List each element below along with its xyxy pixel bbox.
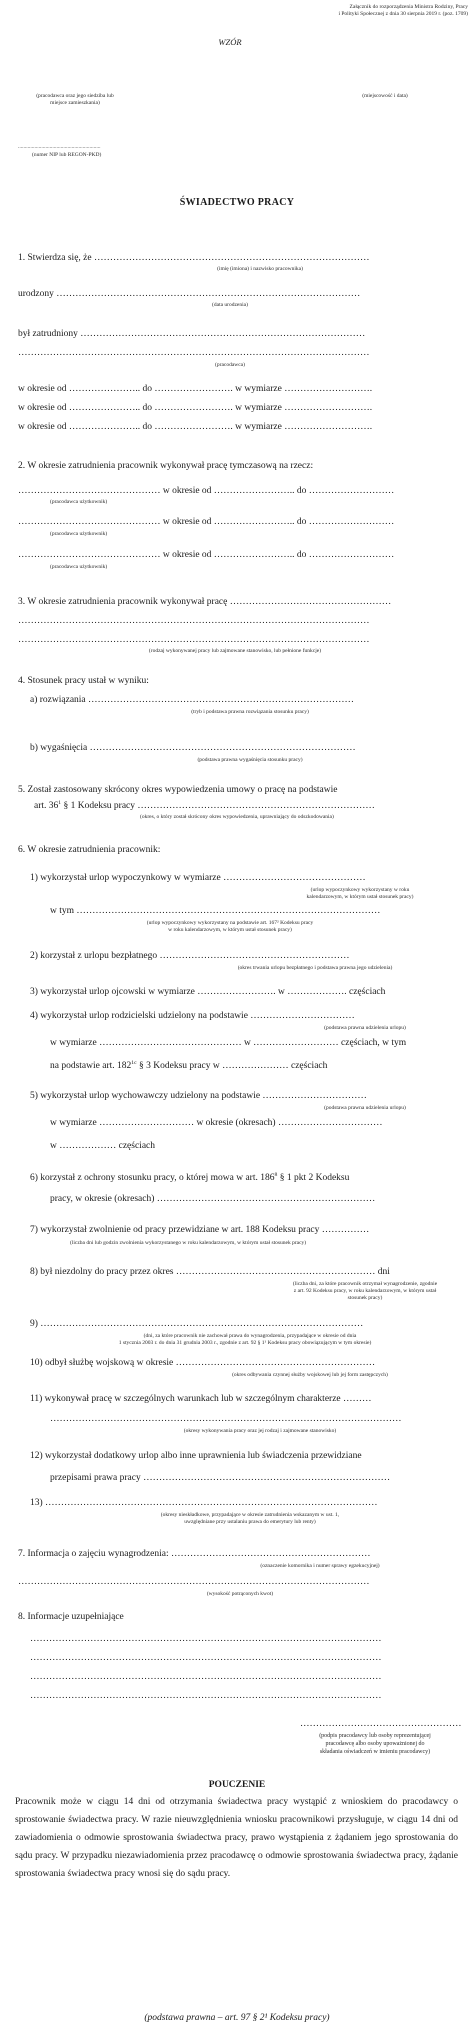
s5-caption: (okres, o który został skrócony okres wypowiedzenia, uprawniający do odszkodowania) <box>140 814 334 820</box>
instruction-legal-basis: (podstawa prawna – art. 97 § 2¹ Kodeksu pracy) <box>144 2013 330 2023</box>
s6-item11-line: 11) wykonywał pracę w szczególnych warunkach lub w szczególnym charakterze ……… <box>30 1394 372 1404</box>
s6-item4-line-3: na podstawie art. $182^{1c}$ § 3 Kodeksu pracy w ………………… częściach <box>50 1059 328 1071</box>
s6-item1-line: 1) wykorzystał urlop wypoczynkowy w wymiarze ……………………………………… <box>30 873 366 883</box>
s6-item5-line-3: w ……………… częściach <box>50 1141 155 1151</box>
document-title: ŚWIADECTWO PRACY <box>179 197 295 208</box>
s1-employed-line: był zatrudniony ……………………………………………………………………………… <box>18 329 366 339</box>
s7-amount-caption: (wysokość potrąconych kwot) <box>206 1591 274 1597</box>
s2-user-caption-2: (pracodawca użytkownik) <box>50 531 108 537</box>
s6-item8-caption-1: (liczba dni, za które pracownik otrzymał wynagrodzenie, zgodnie <box>292 1281 438 1287</box>
s5-line-1: 5. Został zastosowany skrócony okres wypowiedzenia umowy o pracę na podstawie <box>18 785 338 795</box>
s2-row-1: ……………………………………… w okresie od …………………….. do ……………………… <box>18 486 395 496</box>
s6-item4-caption: (podstawa prawna udzielenia urlopu) <box>324 1025 406 1031</box>
signature-dots: …………………………………………… <box>300 1719 462 1729</box>
s6-item8-caption-2: z art. 92 Kodeksu pracy, w roku kalendarzowym, w którym ustał <box>293 1288 437 1294</box>
s6-item1-caption-1: (urlop wypoczynkowy wykorzystany w roku <box>310 887 410 893</box>
s6-item11-caption: (okresy wykonywania pracy oraz jej rodzaj i zajmowane stanowisko) <box>183 1428 337 1434</box>
s2-heading: 2. W okresie zatrudnienia pracownik wykonywał pracę tymczasową na rzecz: <box>18 461 314 471</box>
s2-user-caption-3: (pracodawca użytkownik) <box>50 564 108 570</box>
s6-item4-line-1: 4) wykorzystał urlop rodzicielski udzielony na podstawie …………………………… <box>30 1011 355 1021</box>
appendix-note-line1: Załącznik do rozporządzenia Ministra Rodziny, Pracy <box>349 4 468 10</box>
signature-caption-1: (podpis pracodawcy lub osoby reprezentującej <box>319 1733 431 1739</box>
employer-caption-line1: (pracodawca oraz jego siedziba lub <box>36 93 114 99</box>
place-date-caption: (miejscowość i data) <box>362 93 408 99</box>
nip-dots: ............................................................ <box>18 144 101 150</box>
s6-item8-caption-3: stosunek pracy) <box>347 1295 383 1301</box>
s6-item8-line: 8) był niezdolny do pracy przez okres ……………………………………………………… dni <box>30 1267 390 1277</box>
s6-item7-caption: (liczba dni lub godzin zwolnienia wykorzystanego w roku kalendarzowym, w którym ustał stosunek pracy) <box>70 1240 307 1246</box>
s6-item1-caption-2: kalendarzowym, w którym ustał stosunek pracy) <box>306 894 414 900</box>
s1-employed-cont: ………………………………………………………………………………………………… <box>18 348 370 358</box>
s6-item10-caption: (okres odbywania czynnej służby wojskowej lub jej form zastępczych) <box>232 1372 388 1378</box>
s7-amount-line: ………………………………………………………………………………………………… <box>18 1577 370 1587</box>
s3-work-line-2: ………………………………………………………………………………………………… <box>18 616 370 626</box>
s1-name-caption: (imię (imiona) i nazwisko pracownika) <box>217 266 303 272</box>
s6-item11-line-2: ………………………………………………………………………………………………… <box>50 1414 402 1424</box>
s6-item10-line: 10) odbył służbę wojskową w okresie ……………………………………………………… <box>30 1358 376 1368</box>
s2-row-3: ……………………………………… w okresie od …………………….. do ……………………… <box>18 550 395 560</box>
s1-born-caption: (data urodzenia) <box>212 302 248 308</box>
s6-item5-caption: (podstawa prawna udzielenia urlopu) <box>324 1105 406 1111</box>
appendix-note-line2: i Polityki Społecznej z dnia 30 sierpnia 2019 r. (poz. 1709) <box>338 11 468 17</box>
s6-item12-line-1: 12) wykorzystał dodatkowy urlop albo inne uprawnienia lub świadczenia przewidziane <box>30 1451 362 1461</box>
s4-heading: 4. Stosunek pracy ustał w wyniku: <box>18 676 149 686</box>
s6-item6-line-1: 6) korzystał z ochrony stosunku pracy, o której mowa w art. $186^8$ § 1 pkt 2 Kodeksu <box>30 1171 350 1183</box>
s6-item13-caption-1: (okresy nieskładkowe, przypadające w okresie zatrudnienia wskazanym w ust. 1, <box>160 1512 340 1518</box>
s6-item9-caption-1: (dni, za które pracownik nie zachował prawa do wynagrodzenia, przypadające w okresie od dnia <box>143 1333 357 1339</box>
s7-salary-seizure-line: 7. Informacja o zajęciu wynagrodzenia: ……………………………………………………… <box>18 1549 371 1559</box>
s6-item12-line-2: przepisami prawa pracy …………………………………………………………………… <box>50 1473 391 1483</box>
s1-name-line: 1. Stwierdza się, że …………………………………………………………………………… <box>18 253 370 263</box>
s3-work-line: 3. W okresie zatrudnienia pracownik wykonywał pracę …………………………………………… <box>18 597 392 607</box>
s6-item1-caption-3: (urlop wypoczynkowy wykorzystany na podstawie art. 167² Kodeksu pracy <box>146 920 314 926</box>
s8-line-3: ………………………………………………………………………………………………… <box>30 1672 382 1682</box>
s6-item1-caption-4: w roku kalendarzowym, w którym ustał stosunek pracy) <box>168 927 292 933</box>
s6-item9-line: 9) ………………………………………………………………………………………… <box>30 1319 364 1329</box>
s3-work-caption: (rodzaj wykonywanej pracy lub zajmowane stanowisko, lub pełnione funkcje) <box>148 648 322 654</box>
instruction-title: POUCZENIE <box>208 1780 266 1790</box>
s8-heading: 8. Informacje uzupełniające <box>18 1612 124 1622</box>
s6-item3-line: 3) wykorzystał urlop ojcowski w wymiarze ……………………. w ………………. częściach <box>30 987 386 997</box>
s6-item2-line: 2) korzystał z urlopu bezpłatnego …………………………………………………… <box>30 951 350 961</box>
s5-line-2: art. $36^1$ § 1 Kodeksu pracy ………………………………………………………………… <box>34 799 375 811</box>
s4-termination-line: a) rozwiązania ………………………………………………………………………… <box>30 695 355 705</box>
s1-period-3: w okresie od ………………….. do ……………………. w wymiarze ………………………. <box>18 422 373 432</box>
s6-item13-caption-2: uwzględniane przy ustalaniu prawa do emerytury lub renty) <box>184 1519 316 1525</box>
template-label: WZÓR <box>218 37 242 47</box>
s1-period-1: w okresie od ………………….. do ……………………. w wymiarze ………………………. <box>18 384 373 394</box>
s2-user-caption-1: (pracodawca użytkownik) <box>50 499 108 505</box>
s4-expiry-line: b) wygaśnięcia ………………………………………………………………………… <box>30 743 356 753</box>
employer-caption-line2: miejsce zamieszkania) <box>50 100 100 106</box>
s4-termination-caption: (tryb i podstawa prawna rozwiązania stosunku pracy) <box>191 709 309 715</box>
s6-item9-caption-2: 1 stycznia 2003 r. do dnia 31 grudnia 2003 r., zgodnie z art. 92 § 1¹ Kodeksu pracy obowiązującym w tym okresie) <box>118 1340 372 1346</box>
s3-work-line-3: ………………………………………………………………………………………………… <box>18 635 370 645</box>
s6-heading: 6. W okresie zatrudnienia pracownik: <box>18 845 161 855</box>
s1-period-2: w okresie od ………………….. do ……………………. w wymiarze ………………………. <box>18 403 373 413</box>
s7-bailiff-caption: (oznaczenie komornika i numer sprawy egzekucyjnej) <box>260 1563 380 1569</box>
s6-item6-line-2: pracy, w okresie (okresach) …………………………………………………………… <box>50 1194 376 1204</box>
s8-line-4: ………………………………………………………………………………………………… <box>30 1691 382 1701</box>
s8-line-1: ………………………………………………………………………………………………… <box>30 1634 382 1644</box>
s1-employer-caption: (pracodawca) <box>215 362 245 368</box>
s6-item2-caption: (okres trwania urlopu bezpłatnego i podstawa prawna jego udzielenia) <box>237 965 393 971</box>
s6-item1-line-2: w tym …………………………………………………………………………………… <box>50 906 381 916</box>
s6-item4-line-2: w wymiarze ……………………………………… w ……………………… częściach, w tym <box>50 1038 407 1048</box>
s6-item13-line: 13) …………………………………………………………………………………………… <box>30 1498 378 1508</box>
instruction-body: Pracownik może w ciągu 14 dni od otrzymania świadectwa pracy wystąpić z wnioskiem do pracodawcy o sprostowanie świadectwa pracy. W razie nieuwzględnienia wniosku pracownikowi przysługuje, w ciągu 14 dni od zawiadomienia o odmowie sprostowania świadectwa pracy, prawo wystąpienia z żądaniem jego sprostowania do sądu pracy. W przypadku niezawiadomienia przez pracodawcę o odmowie sprostowania świadectwa pracy, żądanie sprostowania świadectwa pracy wnosi się do sądu pracy. <box>15 1797 458 1879</box>
s6-item7-line: 7) wykorzystał zwolnienie od pracy przewidziane w art. 188 Kodeksu pracy …………… <box>30 1225 370 1235</box>
s8-line-2: ………………………………………………………………………………………………… <box>30 1653 382 1663</box>
s2-row-2: ……………………………………… w okresie od …………………….. do ……………………… <box>18 517 395 527</box>
s6-item5-line-1: 5) wykorzystał urlop wychowawczy udzielony na podstawie …………………………… <box>30 1091 367 1101</box>
signature-caption-3: składania oświadczeń w imieniu pracodawcy) <box>319 1749 431 1755</box>
s4-expiry-caption: (podstawa prawna wygaśnięcia stosunku pracy) <box>197 757 303 763</box>
signature-caption-2: pracodawcę albo osoby upoważnionej do <box>325 1741 425 1747</box>
nip-caption: (numer NIP lub REGON-PKD) <box>32 152 102 158</box>
s1-born-line: urodzony …………………………………………………………………………………… <box>18 289 361 299</box>
s6-item5-line-2: w wymiarze ………………………… w okresie (okresach) …………………………… <box>50 1118 383 1128</box>
